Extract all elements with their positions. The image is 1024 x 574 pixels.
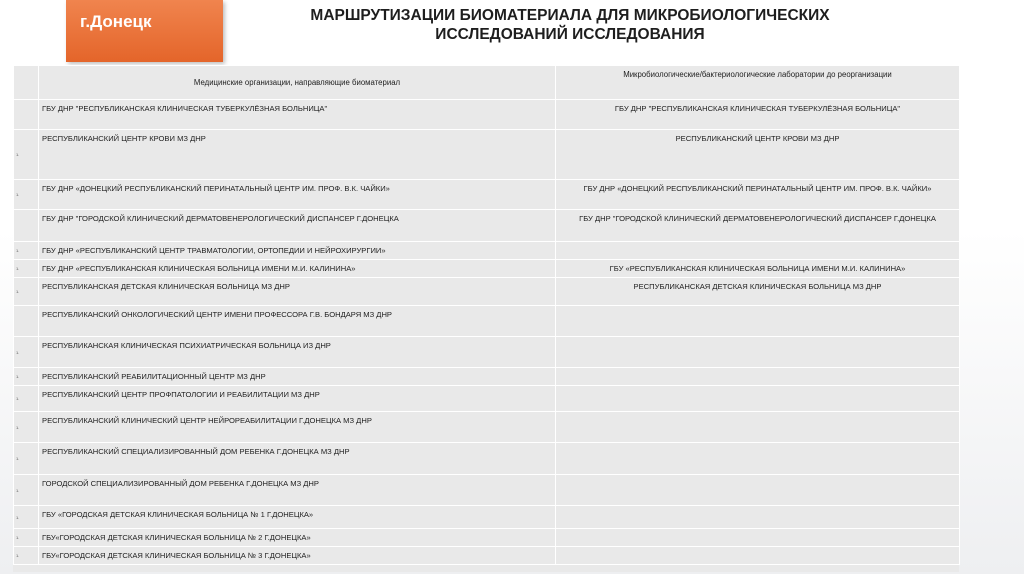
table-row [14, 506, 960, 529]
table-row [14, 443, 960, 475]
row-organization: РЕСПУБЛИКАНСКИЙ ЦЕНТР ПРОФПАТОЛОГИИ И РЕАБИЛИТАЦИИ МЗ ДНР [39, 386, 556, 412]
header-laboratories: Микробиологические/бактериологические лаборатории до реорганизации [556, 66, 960, 100]
table-row [14, 475, 960, 506]
row-number: 1. [14, 529, 39, 547]
table-header-row [14, 66, 960, 100]
table-row [14, 368, 960, 386]
page-title-line-1: МАРШРУТИЗАЦИИ БИОМАТЕРИАЛА ДЛЯ МИКРОБИОЛОГИЧЕСКИХ [310, 7, 830, 24]
row-laboratory [556, 529, 960, 547]
row-organization: РЕСПУБЛИКАНСКИЙ ОНКОЛОГИЧЕСКИЙ ЦЕНТР ИМЕНИ ПРОФЕССОРА Г.В. БОНДАРЯ МЗ ДНР [39, 306, 556, 337]
row-organization: ГБУ ДНР "ГОРОДСКОЙ КЛИНИЧЕСКИЙ ДЕРМАТОВЕНЕРОЛОГИЧЕСКИЙ ДИСПАНСЕР Г.ДОНЕЦКА [39, 210, 556, 242]
row-organization: ГБУ«ГОРОДСКАЯ ДЕТСКАЯ КЛИНИЧЕСКАЯ БОЛЬНИЦА № 3 Г.ДОНЕЦКА» [39, 547, 556, 565]
table-row [14, 412, 960, 443]
row-laboratory [556, 386, 960, 412]
row-number: 1. [14, 412, 39, 443]
row-laboratory [556, 337, 960, 368]
table-row [14, 386, 960, 412]
page-title-line-2: ИССЛЕДОВАНИЙ ИССЛЕДОВАНИЯ [435, 26, 705, 43]
table-row [14, 278, 960, 306]
row-laboratory: ГБУ ДНР "ГОРОДСКОЙ КЛИНИЧЕСКИЙ ДЕРМАТОВЕНЕРОЛОГИЧЕСКИЙ ДИСПАНСЕР Г.ДОНЕЦКА [556, 210, 960, 242]
row-organization: ГБУ «ГОРОДСКАЯ ДЕТСКАЯ КЛИНИЧЕСКАЯ БОЛЬНИЦА № 1 Г.ДОНЕЦКА» [39, 506, 556, 529]
row-organization: ГОРОДСКОЙ СПЕЦИАЛИЗИРОВАННЫЙ ДОМ РЕБЕНКА Г.ДОНЕЦКА МЗ ДНР [39, 475, 556, 506]
row-laboratory: РЕСПУБЛИКАНСКАЯ ДЕТСКАЯ КЛИНИЧЕСКАЯ БОЛЬНИЦА МЗ ДНР [556, 278, 960, 306]
row-laboratory [556, 506, 960, 529]
table-body [14, 100, 960, 565]
row-laboratory [556, 547, 960, 565]
routing-table-container [13, 65, 959, 572]
city-label: г.Донецк [80, 12, 152, 31]
table-row [14, 180, 960, 210]
row-number: 1. [14, 260, 39, 278]
row-number: 1. [14, 242, 39, 260]
row-number [14, 100, 39, 130]
row-laboratory [556, 242, 960, 260]
table-row [14, 210, 960, 242]
row-number: 1. [14, 475, 39, 506]
row-laboratory: ГБУ «РЕСПУБЛИКАНСКАЯ КЛИНИЧЕСКАЯ БОЛЬНИЦА ИМЕНИ М.И. КАЛИНИНА» [556, 260, 960, 278]
routing-table [13, 65, 960, 565]
row-organization: ГБУ ДНР «РЕСПУБЛИКАНСКАЯ КЛИНИЧЕСКАЯ БОЛЬНИЦА ИМЕНИ М.И. КАЛИНИНА» [39, 260, 556, 278]
row-number: 1. [14, 506, 39, 529]
row-organization: ГБУ«ГОРОДСКАЯ ДЕТСКАЯ КЛИНИЧЕСКАЯ БОЛЬНИЦА № 2 Г.ДОНЕЦКА» [39, 529, 556, 547]
header-organizations: Медицинские организации, направляющие биоматериал [39, 66, 556, 100]
row-organization: РЕСПУБЛИКАНСКИЙ КЛИНИЧЕСКИЙ ЦЕНТР НЕЙРОРЕАБИЛИТАЦИИ Г.ДОНЕЦКА МЗ ДНР [39, 412, 556, 443]
row-laboratory: РЕСПУБЛИКАНСКИЙ ЦЕНТР КРОВИ МЗ ДНР [556, 130, 960, 180]
row-organization: РЕСПУБЛИКАНСКИЙ СПЕЦИАЛИЗИРОВАННЫЙ ДОМ РЕБЕНКА Г.ДОНЕЦКА МЗ ДНР [39, 443, 556, 475]
row-number [14, 210, 39, 242]
row-laboratory [556, 306, 960, 337]
row-laboratory [556, 443, 960, 475]
row-organization: ГБУ ДНР «РЕСПУБЛИКАНСКИЙ ЦЕНТР ТРАВМАТОЛОГИИ, ОРТОПЕДИИ И НЕЙРОХИРУРГИИ» [39, 242, 556, 260]
row-number [14, 306, 39, 337]
row-organization: ГБУ ДНР «ДОНЕЦКИЙ РЕСПУБЛИКАНСКИЙ ПЕРИНАТАЛЬНЫЙ ЦЕНТР ИМ. ПРОФ. В.К. ЧАЙКИ» [39, 180, 556, 210]
row-number: 1. [14, 386, 39, 412]
city-badge [66, 0, 223, 62]
row-organization: РЕСПУБЛИКАНСКАЯ КЛИНИЧЕСКАЯ ПСИХИАТРИЧЕСКАЯ БОЛЬНИЦА ИЗ ДНР [39, 337, 556, 368]
table-row [14, 337, 960, 368]
table-row [14, 100, 960, 130]
row-number: 1. [14, 130, 39, 180]
table-row [14, 260, 960, 278]
table-row [14, 529, 960, 547]
row-number: 1. [14, 547, 39, 565]
row-organization: РЕСПУБЛИКАНСКАЯ ДЕТСКАЯ КЛИНИЧЕСКАЯ БОЛЬНИЦА МЗ ДНР [39, 278, 556, 306]
row-organization: РЕСПУБЛИКАНСКИЙ РЕАБИЛИТАЦИОННЫЙ ЦЕНТР МЗ ДНР [39, 368, 556, 386]
row-laboratory: ГБУ ДНР «ДОНЕЦКИЙ РЕСПУБЛИКАНСКИЙ ПЕРИНАТАЛЬНЫЙ ЦЕНТР ИМ. ПРОФ. В.К. ЧАЙКИ» [556, 180, 960, 210]
row-organization: РЕСПУБЛИКАНСКИЙ ЦЕНТР КРОВИ МЗ ДНР [39, 130, 556, 180]
table-row [14, 130, 960, 180]
row-number: 1. [14, 278, 39, 306]
row-organization: ГБУ ДНР "РЕСПУБЛИКАНСКАЯ КЛИНИЧЕСКАЯ ТУБЕРКУЛЁЗНАЯ БОЛЬНИЦА" [39, 100, 556, 130]
row-laboratory [556, 412, 960, 443]
table-row [14, 242, 960, 260]
row-laboratory [556, 368, 960, 386]
table-row [14, 547, 960, 565]
row-number: 1. [14, 368, 39, 386]
row-number: 1. [14, 180, 39, 210]
header-number-cell [14, 66, 39, 100]
row-laboratory [556, 475, 960, 506]
row-number: 1. [14, 337, 39, 368]
row-number: 1. [14, 443, 39, 475]
table-row [14, 306, 960, 337]
row-laboratory: ГБУ ДНР "РЕСПУБЛИКАНСКАЯ КЛИНИЧЕСКАЯ ТУБЕРКУЛЁЗНАЯ БОЛЬНИЦА" [556, 100, 960, 130]
page-title [300, 6, 840, 44]
